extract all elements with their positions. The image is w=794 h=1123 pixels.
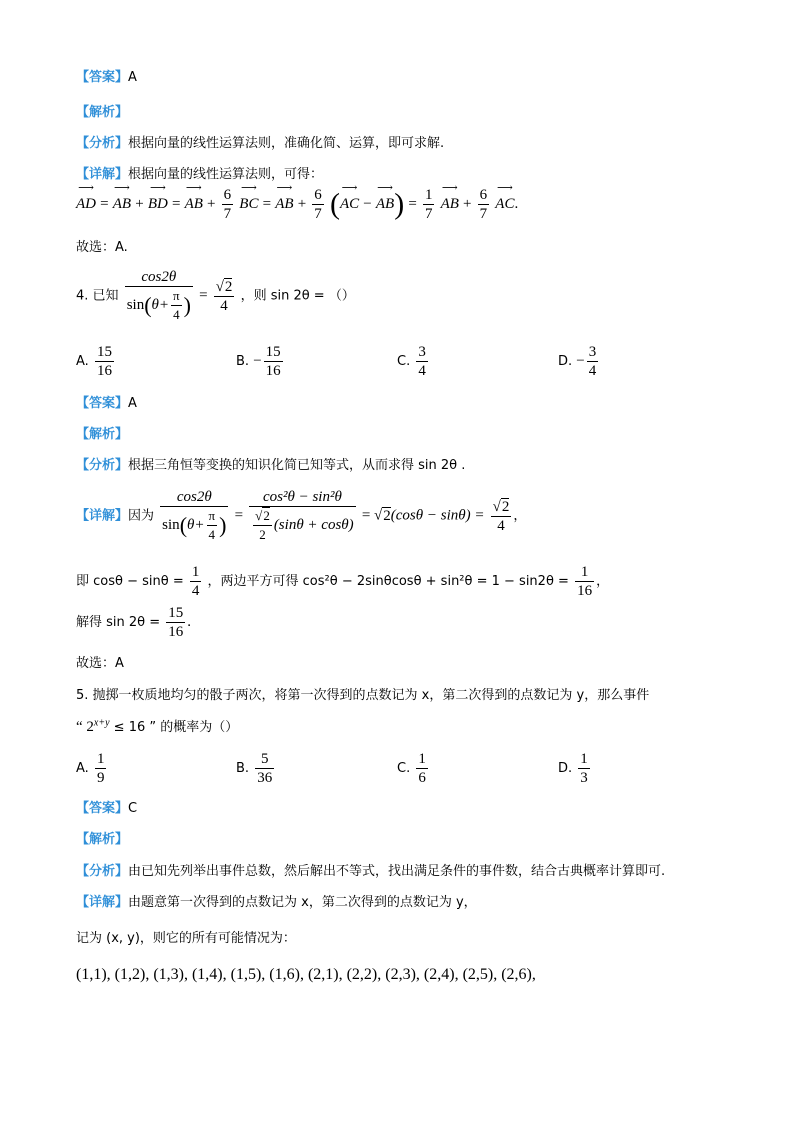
vec-BD: ⟶ BD	[148, 196, 168, 213]
vec-AB: ⟶ AB	[441, 196, 459, 213]
q4-given-fraction: cos2θ sin(θ+ $\frac{\pi}{4}$ )	[126, 269, 191, 322]
line-jiede: 解得 sin 2θ = $\frac{15}{16}$ .	[76, 605, 192, 640]
xiangjie-line-1	[76, 163, 323, 182]
q4-tail: ，则 sin 2θ = （）	[240, 288, 355, 304]
q4-option-c: C. $\frac{3}{4}$	[397, 344, 426, 379]
xiangjie-tag: 【详解】	[76, 167, 129, 182]
vec-AB: ⟶ AB	[376, 196, 394, 213]
fenxi-line-2: 【分析】根据三角恒等变换的知识化简已知等式，从而求得 sin 2θ .	[76, 458, 466, 473]
minus-sign: −	[363, 196, 372, 212]
answer-line-3: 【答案】C	[76, 801, 138, 816]
frac-6-7: $\frac{6}{7}$	[223, 187, 232, 222]
question-5-line-2: “ $2^{x+y} \le 16$ ” 的概率为（）	[76, 717, 239, 735]
q5-option-d: D. $\frac{1}{3}$	[558, 751, 588, 786]
xj2-mid-fraction: cos²θ − sin²θ $\frac{√2}{2}$ (sinθ + cosθ)	[249, 488, 356, 544]
choose-line-1: 故选：A.	[76, 240, 128, 255]
frac-6-7: $\frac{6}{7}$	[479, 187, 488, 222]
eq-sign: =	[408, 196, 417, 212]
q4-rhs-fraction: $\frac{√2}{4}$	[215, 278, 233, 314]
vec-AD: ⟶ AD	[76, 196, 96, 213]
eq-sign: =	[100, 196, 109, 212]
vec-BC: ⟶ BC	[239, 196, 258, 213]
answer-line-2: 【答案】A	[76, 396, 137, 411]
answer-line-1	[76, 66, 137, 85]
analysis-heading-2: 【解析】	[76, 427, 129, 442]
xj2-left-fraction: cos2θ sin(θ+ $\frac{\pi}{4}$ )	[162, 489, 227, 542]
vector-equation: ⟶ AD = ⟶ AB + ⟶ BD = ⟶ AB + $\frac{6}{7}$ ⟶ BC = ⟶ AB + $\frac{6}{7}$ (⟶ AC − ⟶ AB) = $\frac{1}{7}$ ⟶ AB + $\frac{6}{7}$ ⟶ AC.	[76, 186, 518, 223]
question-5-line-1: 5. 抛掷一枚质地均匀的骰子两次，将第一次得到的点数记为 x，第二次得到的点数记为 y，那么事件	[76, 688, 650, 703]
question-4: 4. 已知 cos2θ sin(θ+ $\frac{\pi}{4}$ ) = $\frac{√2}{4}$ ，则 sin 2θ = （）	[76, 269, 355, 322]
plus-sign: +	[463, 196, 472, 212]
answer-value: A	[128, 70, 137, 85]
vec-AC: ⟶ AC	[495, 196, 514, 213]
analysis-heading-1: 【解析】	[76, 105, 129, 120]
frac-6-7: $\frac{6}{7}$	[314, 187, 322, 222]
xiangjie-line-2: 【详解】因为 cos2θ sin(θ+ $\frac{\pi}{4}$ ) = cos²θ − sin²θ $\frac{√2}{2}$ (sinθ + cosθ) = √2(cosθ − sinθ) = $\frac{√2}{4}$ ，	[76, 489, 527, 542]
q4-option-b: B. − $\frac{15}{16}$	[236, 344, 281, 379]
vec-AB: ⟶ AB	[275, 196, 293, 213]
question-4-number: 4. 已知	[76, 288, 119, 304]
analysis-heading-3: 【解析】	[76, 832, 129, 847]
line-jiwei: 记为 (x, y)，则它的所有可能情况为：	[76, 931, 296, 946]
q5-option-a: A. $\frac{1}{9}$	[76, 751, 105, 786]
plus-sign: +	[207, 196, 216, 212]
fenxi-text: 根据向量的线性运算法则，准确化简、运算，即可求解.	[128, 136, 445, 151]
plus-sign: +	[135, 196, 144, 212]
q4-option-d: D. − $\frac{3}{4}$	[558, 344, 597, 379]
eq-sign: =	[171, 196, 181, 212]
eq-sign: =	[262, 196, 272, 212]
fenxi-line-3: 【分析】由已知先列举出事件总数，然后解出不等式，找出满足条件的事件数，结合古典概率计算即可.	[76, 864, 666, 879]
xiangjie-text: 根据向量的线性运算法则，可得：	[128, 167, 324, 182]
fenxi-line-1	[76, 132, 444, 151]
q5-option-c: C. $\frac{1}{6}$	[397, 751, 426, 786]
line-ji: 即 cosθ − sinθ = $\frac{1}{4}$ ，两边平方可得 cos²θ − 2sinθcosθ + sin²θ = 1 − sin2θ = $\frac{1}{16}$ ，	[76, 564, 610, 599]
xiangjie-line-3: 【详解】由题意第一次得到的点数记为 x，第二次得到的点数记为 y，	[76, 895, 477, 910]
answer-tag: 【答案】	[76, 70, 129, 85]
vec-AB: ⟶ AB	[185, 196, 203, 213]
plus-sign: +	[297, 196, 307, 212]
q5-option-b: B. $\frac{5}{36}$	[236, 751, 273, 786]
outcome-pairs: (1,1), (1,2), (1,3), (1,4), (1,5), (1,6), (2,1), (2,2), (2,3), (2,4), (2,5), (2,6),	[76, 966, 536, 983]
choose-line-2: 故选：A	[76, 656, 124, 671]
frac-1-7: $\frac{1}{7}$	[424, 187, 433, 222]
vec-AB: ⟶ AB	[113, 196, 131, 213]
q4-option-a: A. $\frac{15}{16}$	[76, 344, 112, 379]
vec-AC: ⟶ AC	[340, 196, 359, 213]
fenxi-tag: 【分析】	[76, 136, 129, 151]
